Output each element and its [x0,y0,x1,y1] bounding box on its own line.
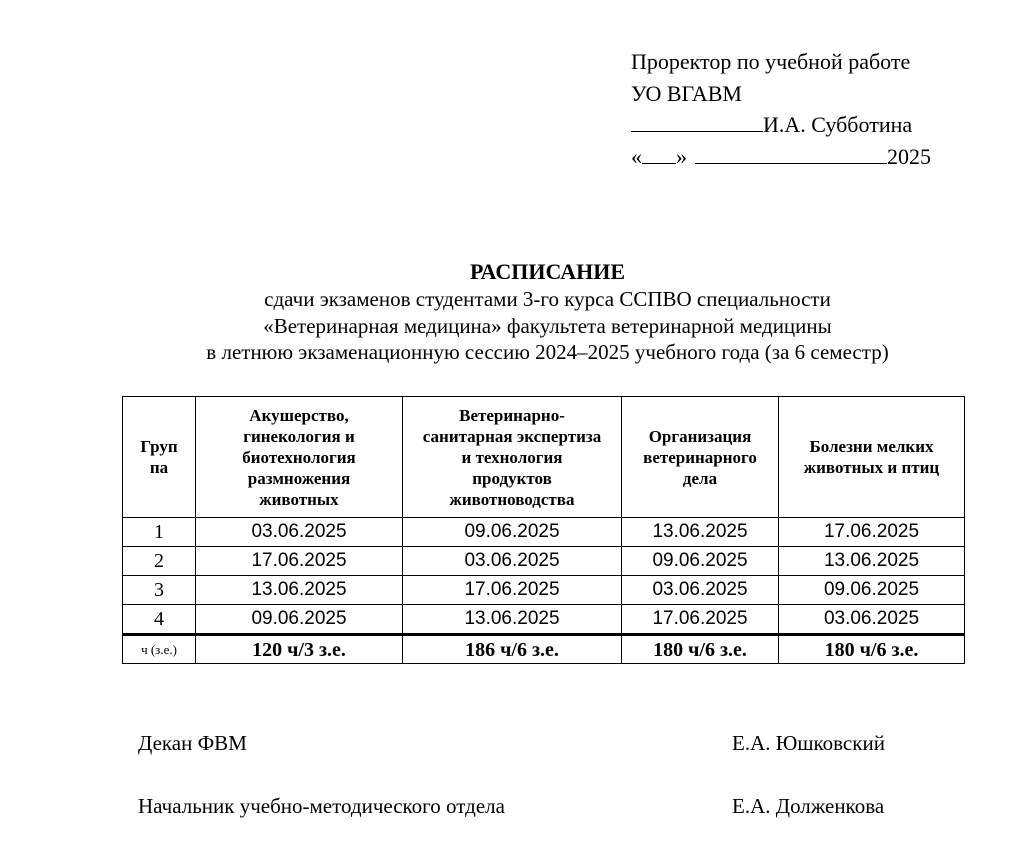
table-header-row [123,397,965,518]
approval-position: Проректор по учебной работе [631,49,911,74]
date-cell: 09.06.2025 [196,605,403,635]
date-cell: 03.06.2025 [403,547,622,576]
date-cell: 17.06.2025 [403,576,622,605]
date-month-blank [695,143,887,164]
header-subject-4: Болезни мелких животных и птиц [779,397,965,518]
table-row [123,547,965,576]
table-row [123,576,965,605]
date-cell: 03.06.2025 [779,605,965,635]
approval-signature-line [631,109,931,141]
date-cell: 17.06.2025 [622,605,779,635]
date-cell: 09.06.2025 [779,576,965,605]
table-row [123,518,965,547]
date-cell: 03.06.2025 [196,518,403,547]
document-title: РАСПИСАНИЕ [469,259,626,284]
header-group: Груп па [123,397,196,518]
subtitle-line-2: «Ветеринарная медицина» факультета ветеринарной медицины [263,313,832,338]
approval-signer-name: И.А. Субботина [763,112,913,137]
dean-name: Е.А. Юшковский [732,731,885,755]
total-cell: 180 ч/6 з.е. [779,635,965,664]
date-cell: 03.06.2025 [622,576,779,605]
date-cell: 13.06.2025 [779,547,965,576]
date-open-quote: « [631,143,642,169]
group-cell: 4 [123,605,196,635]
date-cell: 17.06.2025 [779,518,965,547]
total-cell: 186 ч/6 з.е. [403,635,622,664]
totals-label: ч (з.е.) [123,635,196,664]
date-cell: 13.06.2025 [196,576,403,605]
department-head-name: Е.А. Долженкова [732,794,885,818]
date-close-quote: » [676,143,687,169]
header-subject-2: Ветеринарно- санитарная экспертиза и технология продуктов животноводства [403,397,622,518]
date-cell: 13.06.2025 [622,518,779,547]
header-subject-1: Акушерство, гинекология и биотехнология размножения животных [196,397,403,518]
group-cell: 1 [123,518,196,547]
title-block [80,258,1015,366]
approval-date-line [631,141,931,173]
date-cell: 09.06.2025 [622,547,779,576]
subtitle-line-3: в летнюю экзаменационную сессию 2024–2025 учебного года (за 6 семестр) [206,340,889,364]
group-cell: 2 [123,547,196,576]
date-cell: 09.06.2025 [403,518,622,547]
table-row [123,605,965,635]
totals-row [123,635,965,664]
date-day-blank [642,143,676,164]
signature-blank [631,111,763,132]
date-cell: 17.06.2025 [196,547,403,576]
header-subject-3: Организация ветеринарного дела [622,397,779,518]
department-head-position: Начальник учебно-методического отдела [138,794,505,818]
total-cell: 180 ч/6 з.е. [622,635,779,664]
total-cell: 120 ч/3 з.е. [196,635,403,664]
dean-position: Декан ФВМ [138,731,247,755]
exam-schedule-table [122,396,965,664]
approval-block [631,46,931,172]
date-year: 2025 [887,143,931,169]
approval-organization: УО ВГАВМ [631,80,742,106]
date-cell: 13.06.2025 [403,605,622,635]
group-cell: 3 [123,576,196,605]
subtitle-line-1: сдачи экзаменов студентами 3-го курса ССПВО специальности [264,287,831,311]
